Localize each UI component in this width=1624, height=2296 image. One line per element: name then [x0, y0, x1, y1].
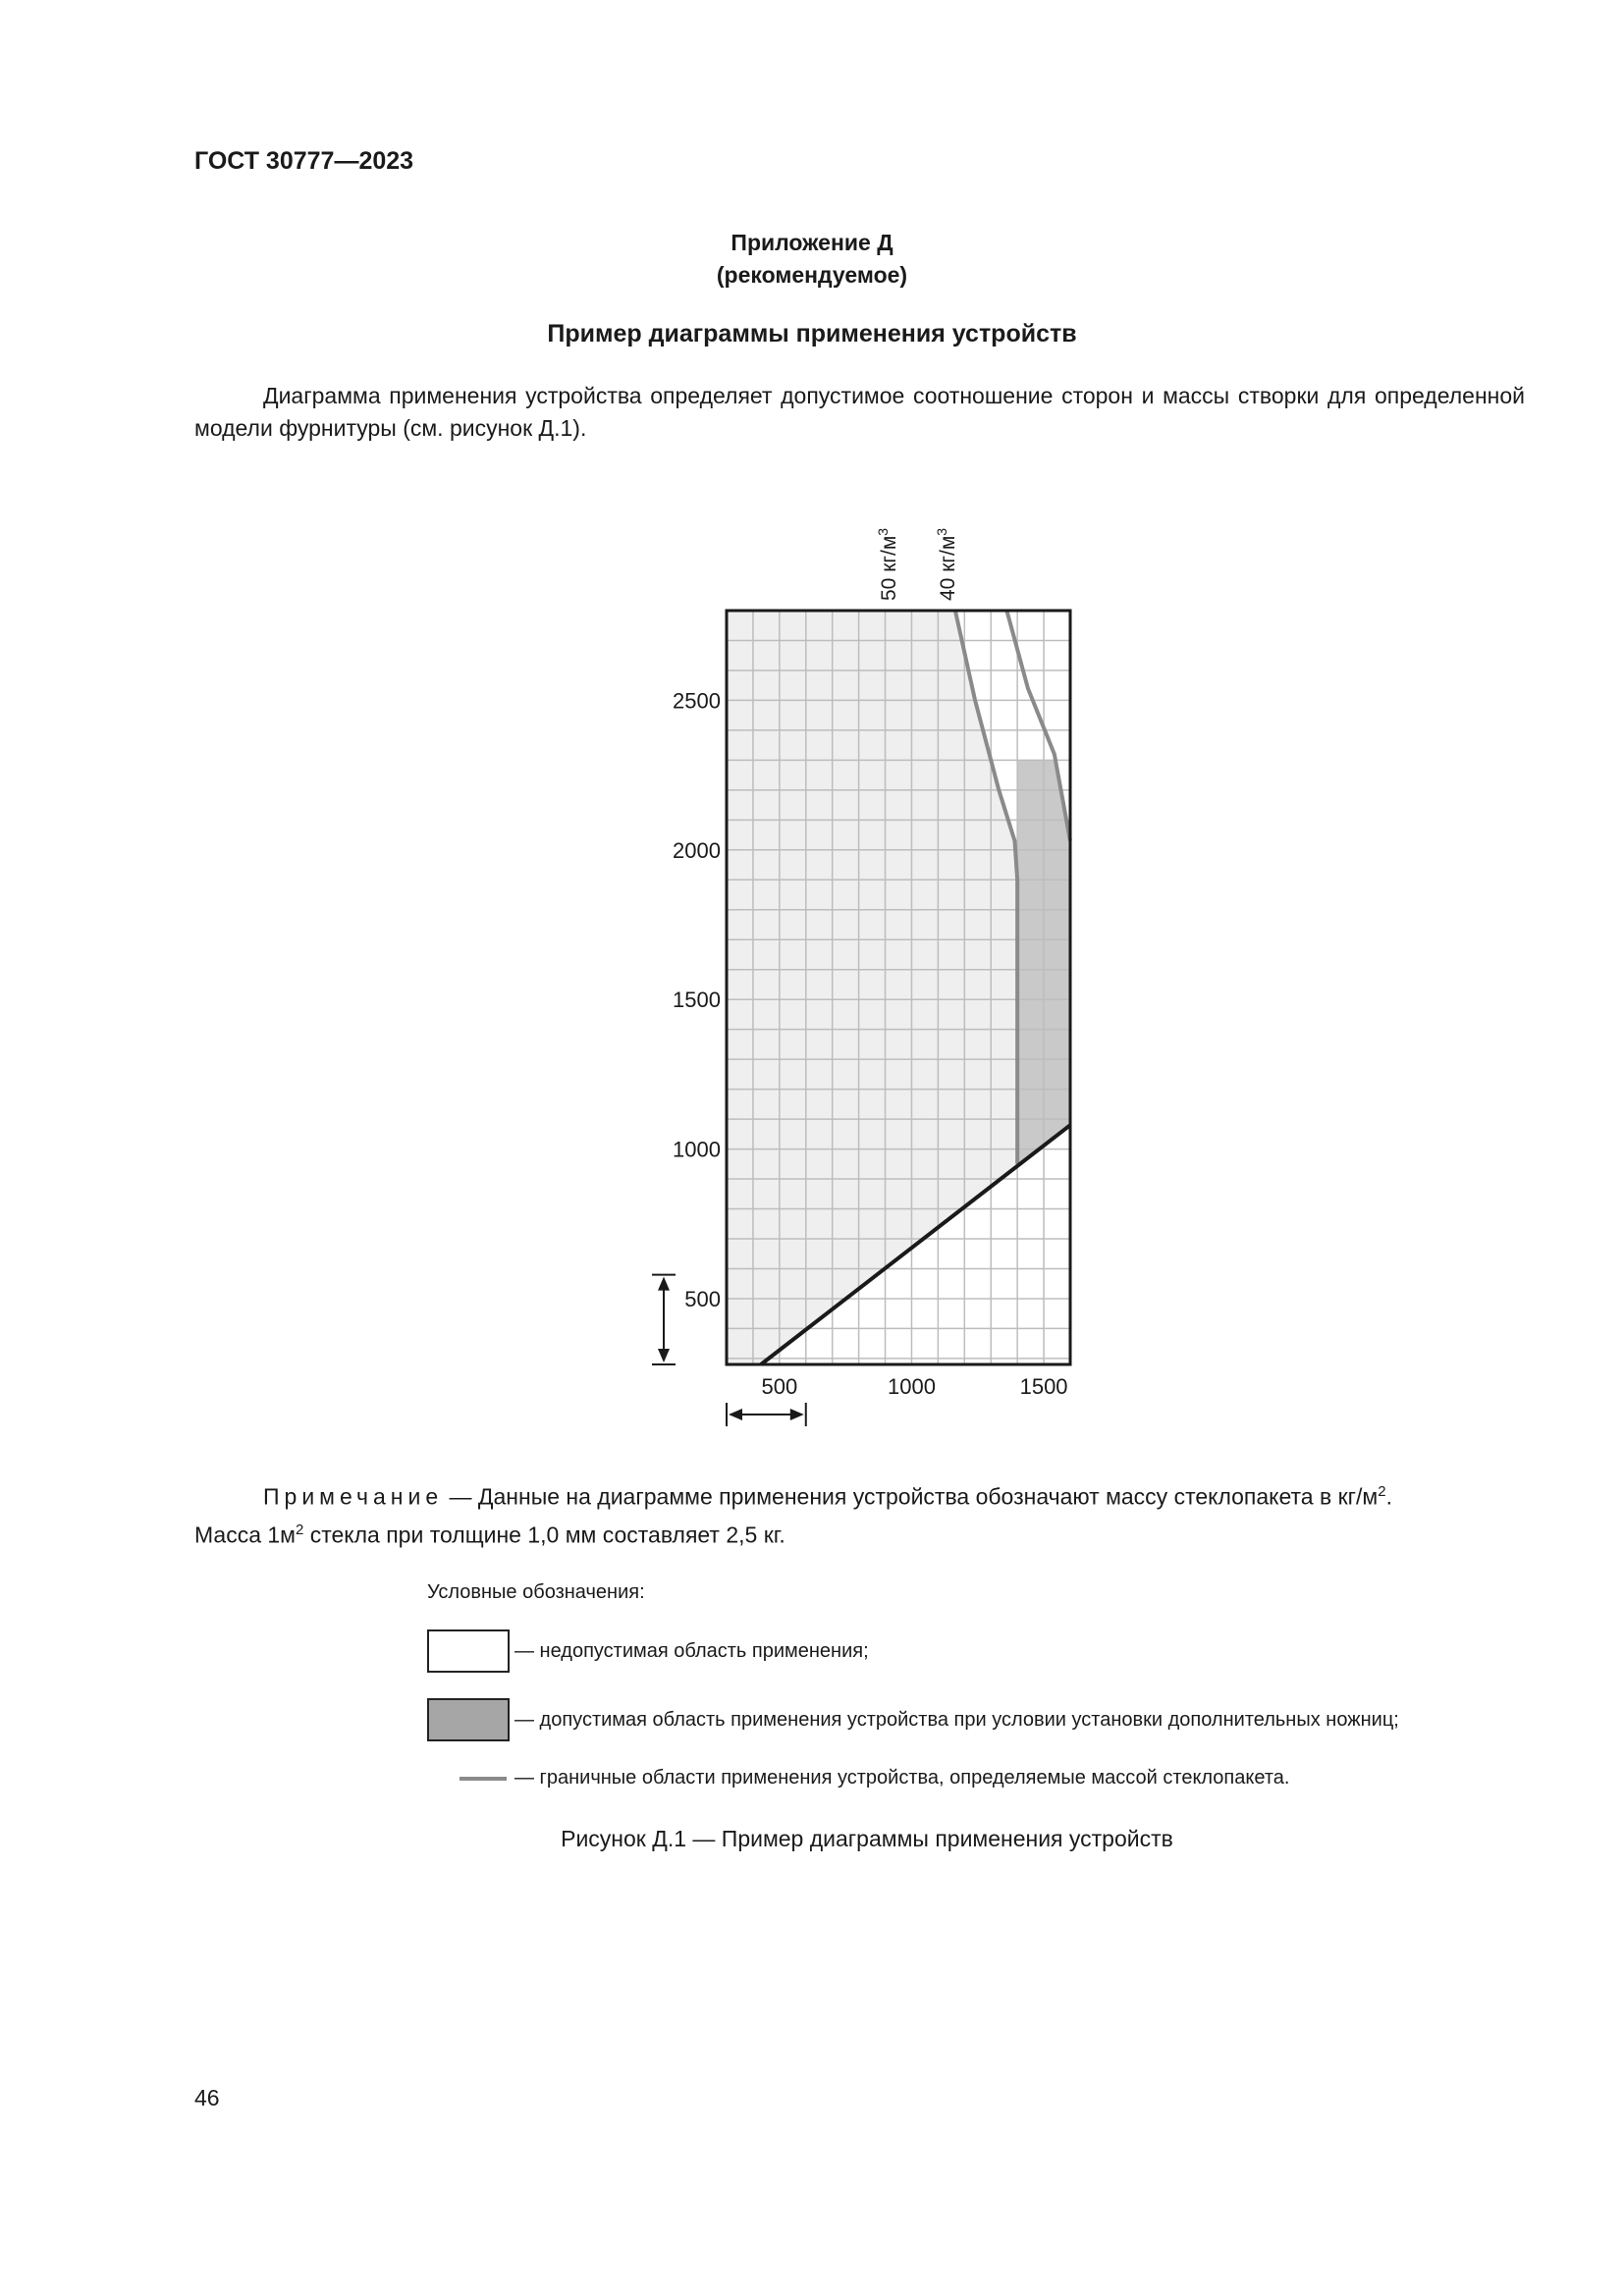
- series-label-exponent: 3: [875, 527, 891, 536]
- legend-extra-scissors: — допустимая область применения устройства при условии установки дополнительных ножниц;: [514, 1709, 1399, 1731]
- document-header: ГОСТ 30777—2023: [194, 147, 414, 175]
- series-label: [934, 528, 959, 601]
- scale-mark-y-arrow: [658, 1277, 670, 1291]
- annex-title: Приложение Д: [731, 230, 893, 255]
- series-label-text: 40 кг/м: [937, 535, 959, 601]
- series-label: [875, 528, 900, 601]
- note-period: .: [1385, 1483, 1392, 1510]
- x-tick-label: 1500: [1019, 1374, 1068, 1399]
- series-label-text: 50 кг/м: [878, 535, 900, 601]
- scale-mark-x-arrow: [729, 1409, 742, 1420]
- y-tick-label: 1500: [673, 988, 721, 1013]
- intro-text: Диаграмма применения устройства определяет допустимое соотношение сторон и массы створки для определенной модели фурнитуры (см. рисунок Д.1).: [194, 383, 1525, 441]
- y-tick-label: 500: [684, 1286, 721, 1311]
- legend-swatch-invalid: [427, 1629, 510, 1673]
- legend-swatch-boundary: [460, 1777, 507, 1781]
- note-text: — Данные на диаграмме применения устройства обозначают массу стеклопакета в кг/м: [443, 1483, 1379, 1510]
- note-label: Примечание: [263, 1483, 444, 1510]
- annex-status: (рекомендуемое): [716, 262, 908, 288]
- y-tick-label: 2000: [673, 837, 721, 863]
- note: [194, 1475, 1528, 1551]
- note-mass-exponent: 2: [296, 1521, 304, 1538]
- x-tick-label: 1000: [887, 1374, 936, 1399]
- y-tick-label: 1000: [673, 1137, 721, 1162]
- x-tick-label: 500: [761, 1374, 798, 1399]
- series-label-exponent: 3: [934, 527, 949, 536]
- note-tail: стекла при толщине 1,0 мм составляет 2,5 кг.: [303, 1522, 785, 1548]
- note-exponent: 2: [1378, 1483, 1386, 1500]
- allowed-region: [727, 611, 1017, 1364]
- legend-swatch-extra: [427, 1698, 510, 1741]
- legend-boundary: — граничные области применения устройства, определяемые массой стеклопакета.: [514, 1767, 1290, 1789]
- legend-title: Условные обозначения:: [427, 1581, 645, 1603]
- figure-caption-text: Рисунок Д.1 — Пример диаграммы применения устройств: [561, 1826, 1173, 1851]
- scale-mark-x-arrow: [790, 1409, 804, 1420]
- note-mass: Масса 1м: [194, 1522, 296, 1548]
- y-tick-label: 2500: [673, 688, 721, 714]
- page-number: 46: [194, 2085, 220, 2110]
- scale-mark-y-arrow: [658, 1349, 670, 1362]
- legend-invalid: — недопустимая область применения;: [514, 1640, 869, 1662]
- figure-caption: [0, 1826, 1624, 1852]
- section-title: Пример диаграммы применения устройств: [547, 320, 1077, 347]
